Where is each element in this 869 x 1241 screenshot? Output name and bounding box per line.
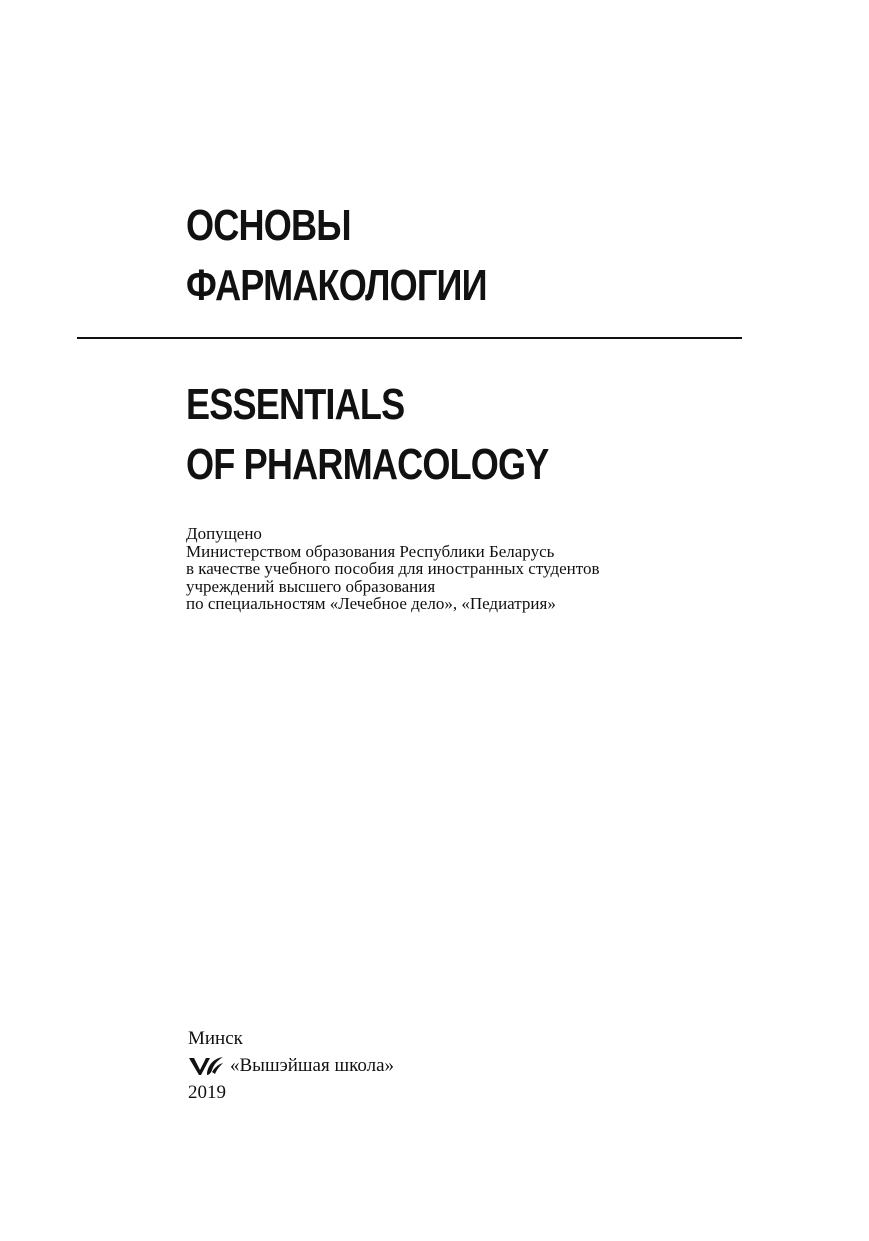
imprint-publisher: «Вышэйшая школа» <box>230 1055 395 1076</box>
title-english-line-2: OF PHARMACOLOGY <box>186 440 549 489</box>
horizontal-divider <box>77 337 742 339</box>
imprint <box>188 1025 394 1106</box>
imprint-year: 2019 <box>188 1082 226 1103</box>
title-russian-line-1: ОСНОВЫ <box>186 201 351 250</box>
title-russian <box>186 196 487 316</box>
publisher-logo-icon <box>188 1055 224 1077</box>
approval-line: по специальностям «Лечебное дело», «Педиатрия» <box>186 594 556 613</box>
title-english <box>186 375 549 495</box>
approval-line: Министерством образования Республики Беларусь <box>186 541 555 561</box>
approval-statement <box>186 525 600 613</box>
approval-line: учреждений высшего образования <box>186 576 436 596</box>
approval-line: в качестве учебного пособия для иностранных студентов <box>186 559 600 578</box>
title-english-line-1: ESSENTIALS <box>186 380 405 429</box>
imprint-city: Минск <box>188 1028 243 1049</box>
title-russian-line-2: ФАРМАКОЛОГИИ <box>186 261 487 310</box>
imprint-publisher-row <box>188 1052 394 1079</box>
approval-line: Допущено <box>186 524 262 543</box>
